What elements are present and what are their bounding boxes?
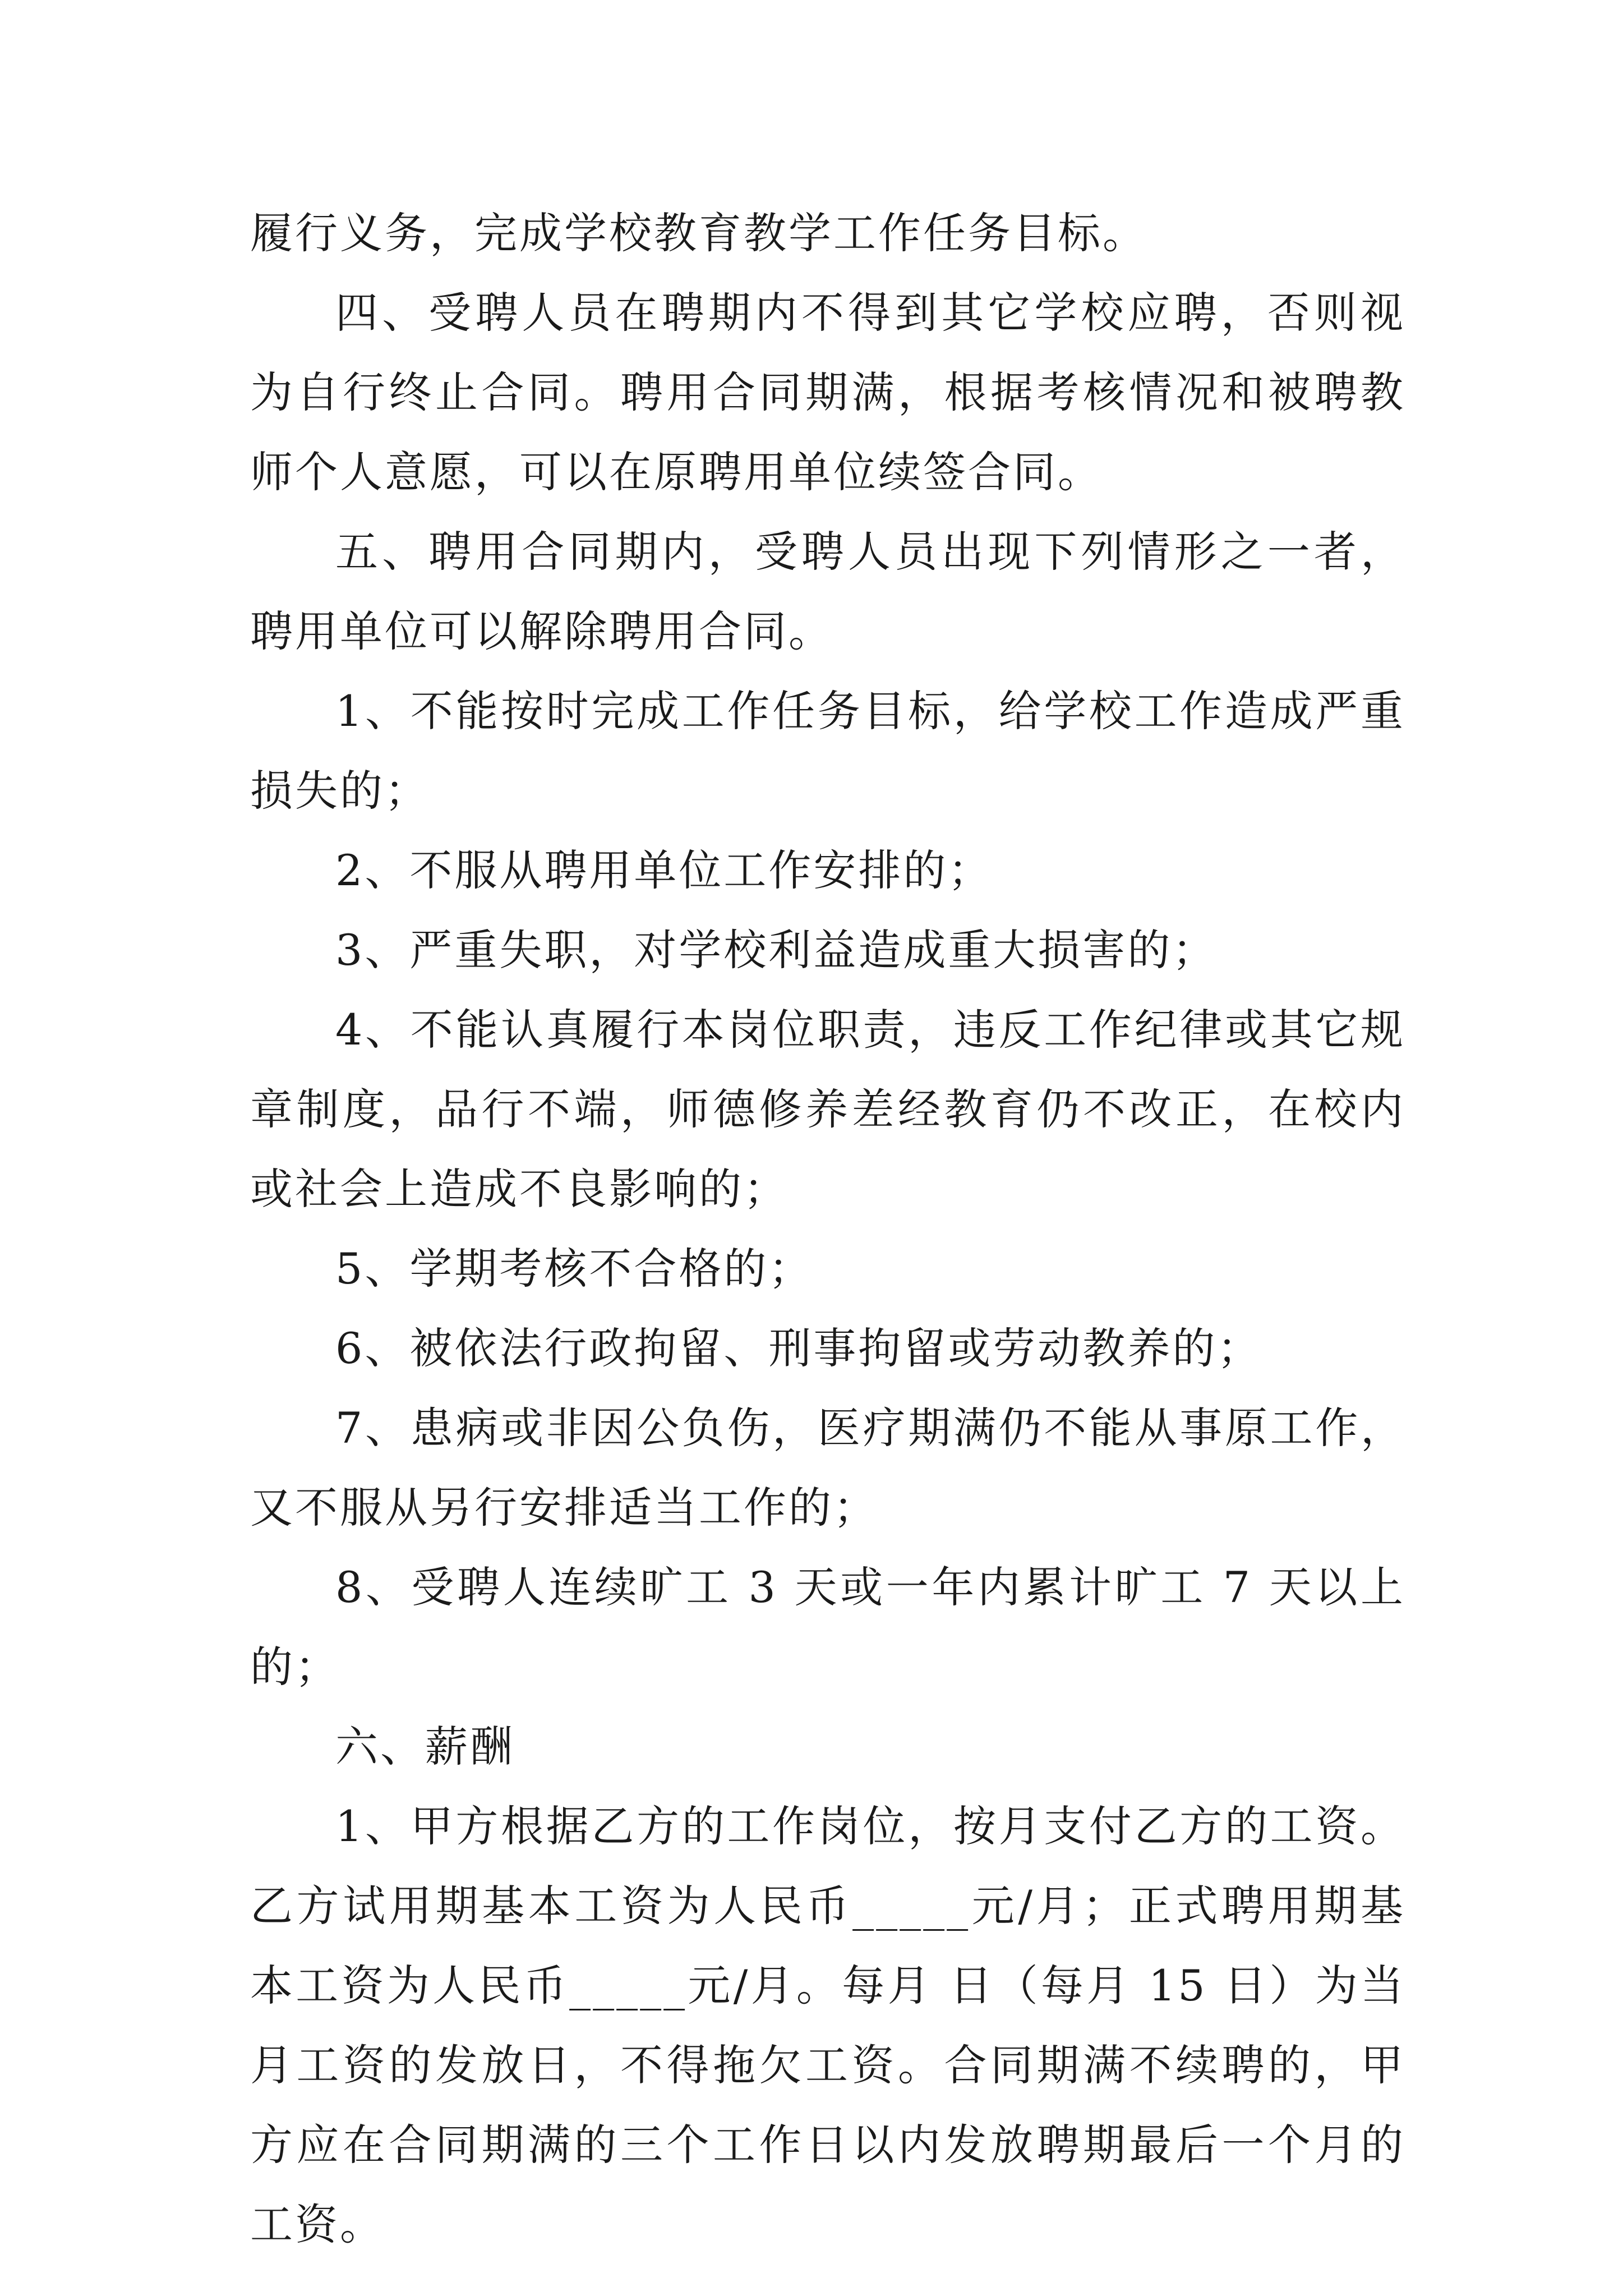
list-item-2: 2、不服从聘用单位工作安排的； [335, 845, 993, 895]
list-item-8: 8、受聘人连续旷工 3 天或一年内累计旷工 7 天以上的； [250, 1562, 1405, 1692]
list-item-3: 3、严重失职，对学校利益造成重大损害的； [335, 925, 1218, 975]
body-text [250, 194, 1405, 2265]
paragraph-1: 履行义务，完成学校教育教学工作任务目标。 [250, 208, 1147, 258]
paragraph-clause-5: 五、聘用合同期内，受聘人员出现下列情形之一者，聘用单位可以解除聘用合同。 [250, 527, 1405, 656]
list-item-1: 1、不能按时完成工作任务目标，给学校工作造成严重损失的； [250, 686, 1405, 816]
list-item-7: 7、患病或非因公负伤，医疗期满仍不能从事原工作，又不服从另行安排适当工作的； [250, 1403, 1405, 1533]
list-item-5: 5、学期考核不合格的； [335, 1244, 814, 1294]
salary-item-1: 1、甲方根据乙方的工作岗位，按月支付乙方的工资。乙方试用期基本工资为人民币_____元/月；正式聘用期基本工资为人民币_____元/月。每月 日（每月 15 日）为当月工资的发放日，不得拖欠工资。合同期满不续聘的，甲方应在合同期满的三个工作日以内发放聘期最后一个月的工资。 [250, 1801, 1405, 2249]
section-heading-salary: 六、薪酬 [335, 1722, 515, 1772]
list-item-4: 4、不能认真履行本岗位职责，违反工作纪律或其它规章制度，品行不端，师德修养差经教育仍不改正，在校内或社会上造成不良影响的； [250, 1005, 1405, 1214]
paragraph-clause-4: 四、受聘人员在聘期内不得到其它学校应聘，否则视为自行终止合同。聘用合同期满，根据考核情况和被聘教师个人意愿，可以在原聘用单位续签合同。 [250, 288, 1405, 497]
list-item-6: 6、被依法行政拘留、刑事拘留或劳动教养的； [335, 1323, 1262, 1373]
